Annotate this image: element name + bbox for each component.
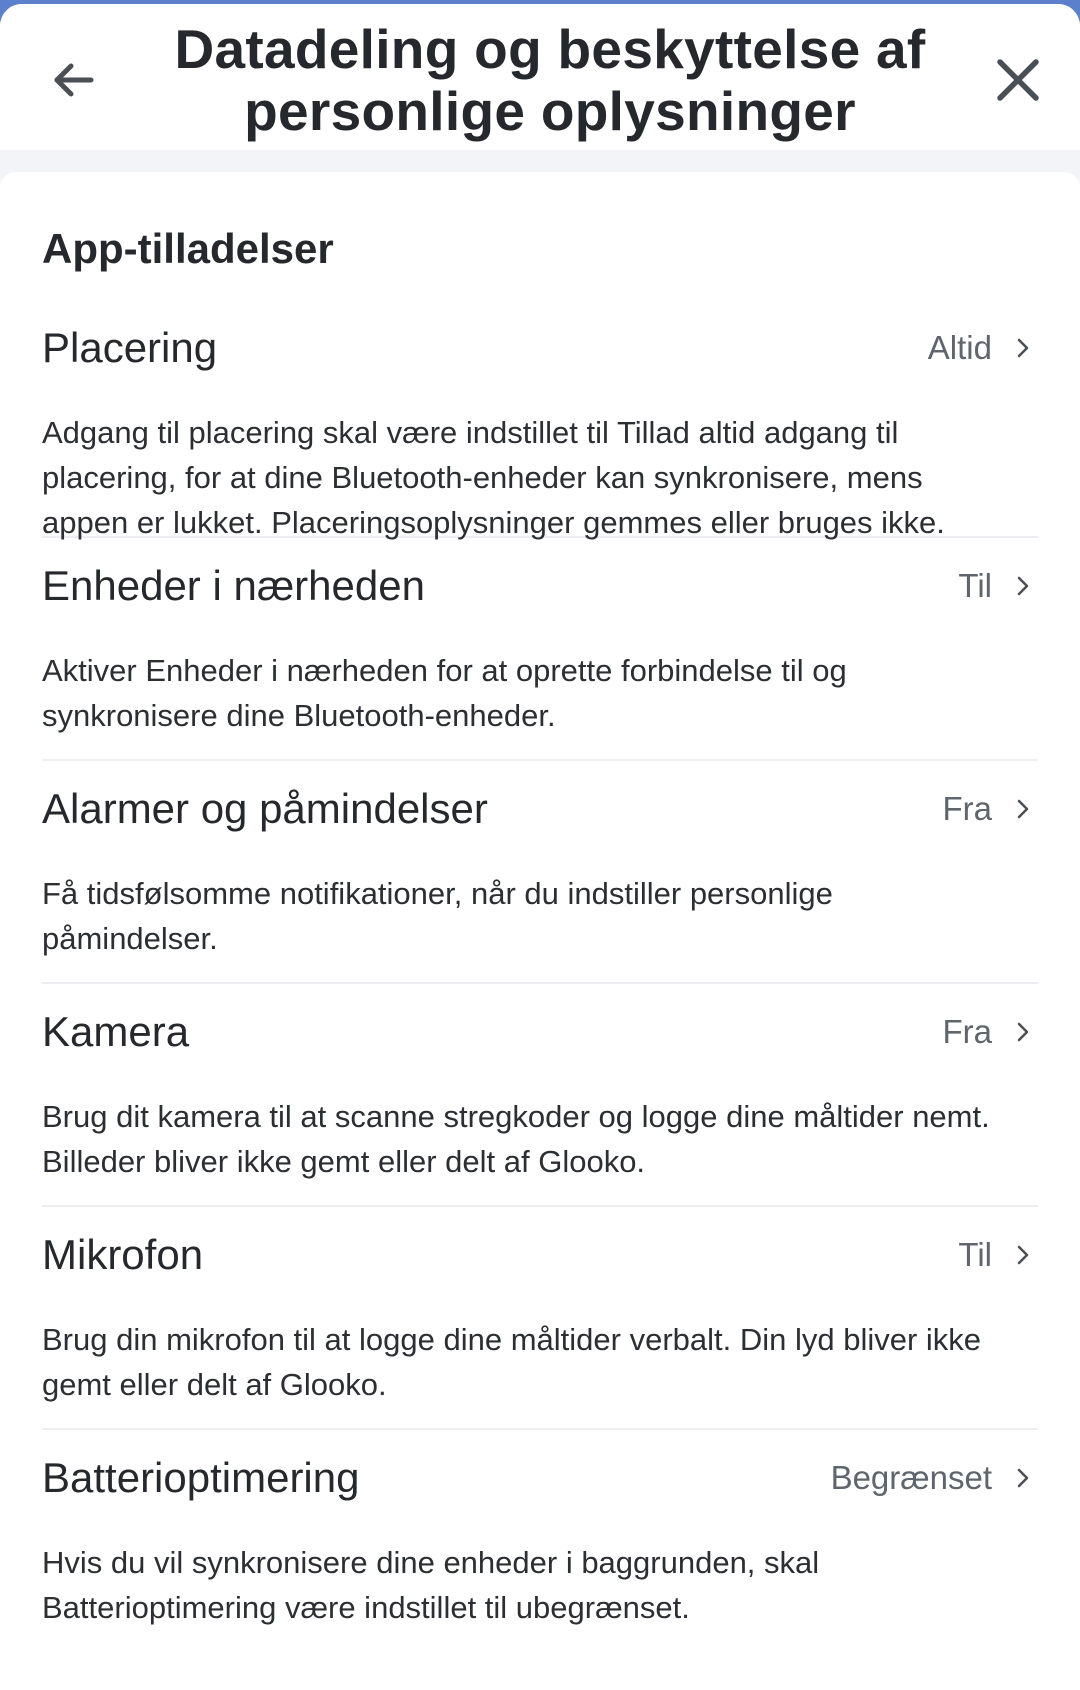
- chevron-right-icon: [1008, 1240, 1038, 1270]
- close-icon: [995, 57, 1041, 103]
- permission-status-group: [958, 566, 1038, 606]
- section-heading: App-tilladelser: [42, 225, 334, 272]
- arrow-left-icon: [51, 57, 97, 103]
- permission-status-group: [831, 1458, 1038, 1498]
- permission-name: Placering: [42, 324, 218, 371]
- permission-name: Mikrofon: [42, 1231, 204, 1278]
- permission-row-battery[interactable]: [42, 1430, 1038, 1526]
- close-button[interactable]: [988, 50, 1048, 110]
- permission-status: Begrænset: [830, 1459, 992, 1496]
- chevron-right-icon: [1008, 794, 1038, 824]
- permission-name: Enheder i nærheden: [42, 562, 425, 609]
- permission-description: Hvis du vil synkronisere dine enheder i baggrunden, skal Batterioptimering være indstillet til ubegrænset.: [42, 1545, 820, 1625]
- chevron-right-icon: [1008, 1463, 1038, 1493]
- permission-item-camera: [42, 984, 1038, 1207]
- permission-status: Til: [958, 1236, 992, 1273]
- permission-description: Brug dit kamera til at scanne stregkoder og logge dine måltider nemt. Billeder bliver ikke gemt eller delt af Glooko.: [42, 1099, 990, 1179]
- permission-item-nearby-devices: [42, 538, 1038, 761]
- permission-status-group: [943, 1012, 1039, 1052]
- back-button[interactable]: [44, 50, 104, 110]
- permission-description: Brug din mikrofon til at logge dine måltider verbalt. Din lyd bliver ikke gemt eller delt af Glooko.: [42, 1322, 982, 1402]
- permission-row-alarms[interactable]: [42, 761, 1038, 857]
- permission-name: Kamera: [42, 1008, 190, 1055]
- permission-description: Aktiver Enheder i nærheden for at oprette forbindelse til og synkronisere dine Bluetooth-enheder.: [42, 653, 847, 733]
- modal-sheet: [0, 4, 1080, 1690]
- permission-status-group: [943, 789, 1039, 829]
- permission-status: Fra: [942, 790, 992, 827]
- chevron-right-icon: [1008, 333, 1038, 363]
- permission-item-microphone: [42, 1207, 1038, 1430]
- permission-status: Altid: [927, 329, 992, 366]
- permission-description: Adgang til placering skal være indstillet til Tillad altid adgang til placering, for at dine Bluetooth-enheder kan synkronisere, mens appen er lukket. Placeringsoplysninger gemmes eller bruges ikke.: [42, 415, 945, 540]
- modal-header: [0, 4, 1080, 150]
- permission-item-battery: [42, 1430, 1038, 1653]
- permission-row-nearby-devices[interactable]: [42, 538, 1038, 634]
- chevron-right-icon: [1008, 571, 1038, 601]
- permission-description: Få tidsfølsomme notifikationer, når du indstiller personlige påmindelser.: [42, 876, 833, 956]
- permission-status: Til: [958, 567, 992, 604]
- permission-item-location: [42, 300, 1038, 538]
- page-title: Datadeling og beskyttelse af personlige oplysninger: [174, 18, 926, 142]
- permission-item-alarms: [42, 761, 1038, 984]
- permission-row-camera[interactable]: [42, 984, 1038, 1080]
- permission-status: Fra: [942, 1013, 992, 1050]
- permissions-card: [0, 172, 1080, 1690]
- chevron-right-icon: [1008, 1017, 1038, 1047]
- permission-row-location[interactable]: [42, 300, 1038, 396]
- permission-name: Alarmer og påmindelser: [42, 785, 488, 832]
- permission-status-group: [928, 328, 1038, 368]
- permission-status-group: [958, 1235, 1038, 1275]
- permission-name: Batterioptimering: [42, 1454, 360, 1501]
- permission-row-microphone[interactable]: [42, 1207, 1038, 1303]
